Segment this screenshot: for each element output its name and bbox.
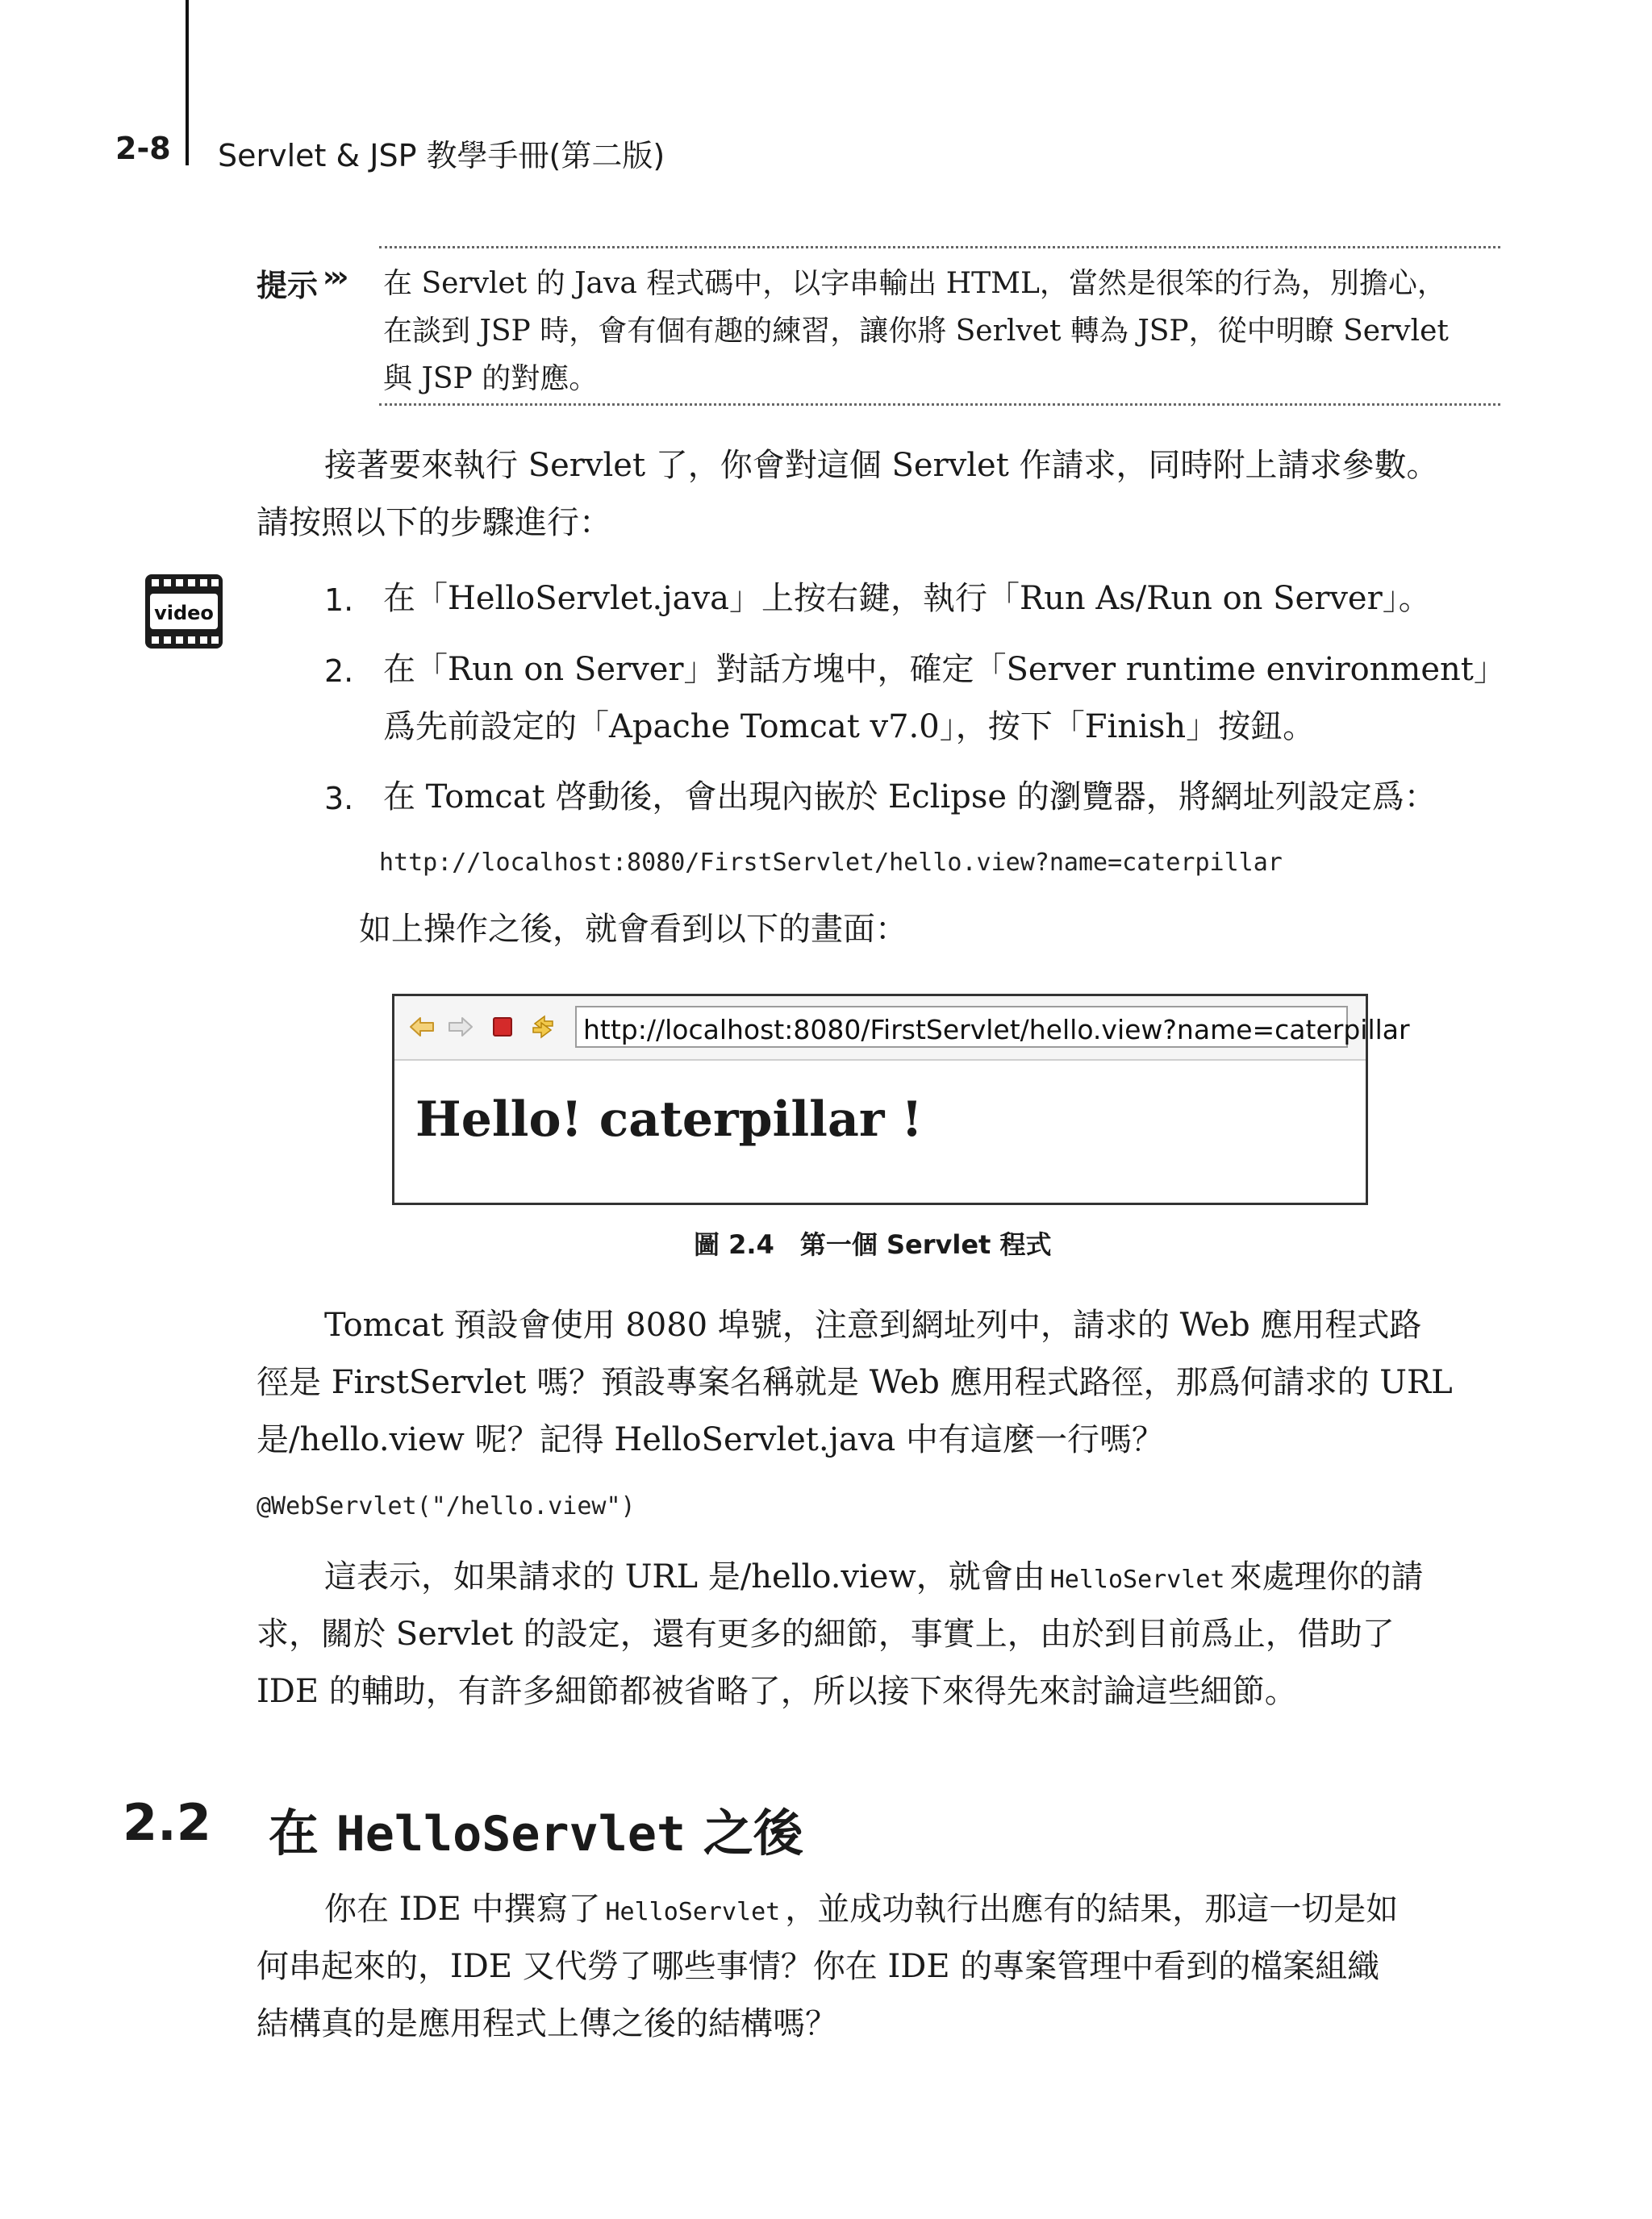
body-line: 求，關於 Servlet 的設定，還有更多的細節，事實上，由於到目前爲止，借助了 [257, 1616, 1395, 1653]
tip-line: 與 JSP 的對應。 [383, 362, 599, 395]
body-line: IDE 的輔助，有許多細節都被省略了，所以接下來得先來討論這些細節。 [257, 1673, 1297, 1710]
body-line [324, 1558, 1424, 1595]
forward-arrow-icon[interactable] [446, 1012, 475, 1041]
body-line: Tomcat 預設會使用 8080 埠號，注意到網址列中，請求的 Web 應用程式路 [324, 1307, 1422, 1344]
intro-line: 接著要來執行 Servlet 了，你會對這個 Servlet 作請求，同時附上請求參數。 [324, 447, 1439, 484]
browser-screenshot [392, 994, 1410, 1205]
page-number: 2-8 [115, 131, 171, 166]
url-code: http://localhost:8080/FirstServlet/hello.view?name=caterpillar [379, 849, 1283, 877]
header-rule [186, 0, 189, 165]
section-title: 在 HelloServlet 之後 [269, 1804, 803, 1862]
video-icon-label: video [154, 602, 214, 624]
after-steps-text: 如上操作之後，就會看到以下的畫面： [359, 911, 907, 948]
step-text: 在 Tomcat 啓動後，會出現內嵌於 Eclipse 的瀏覽器，將網址列設定爲： [383, 778, 1437, 815]
address-bar-url: http://localhost:8080/FirstServlet/hello.view?name=caterpillar [583, 1014, 1410, 1045]
step-text: 在「HelloServlet.java」上按右鍵，執行「Run As/Run on Server」。 [383, 580, 1431, 617]
body-line: 何串起來的，IDE 又代勞了哪些事情？你在 IDE 的專案管理中看到的檔案組織 [257, 1948, 1380, 1985]
back-arrow-icon[interactable] [407, 1012, 436, 1041]
section-title-code: HelloServlet [336, 1806, 686, 1862]
address-bar[interactable] [575, 1006, 1410, 1048]
hello-heading: Hello! caterpillar ! [415, 1091, 923, 1148]
inline-code: HelloServlet [605, 1898, 781, 1926]
section-number: 2.2 [123, 1793, 211, 1852]
tip-line: 在談到 JSP 時，會有個有趣的練習，讓你將 Serlvet 轉為 JSP，從中明瞭 Servlet [383, 315, 1449, 348]
body-line: 結構真的是應用程式上傳之後的結構嗎？ [257, 2005, 837, 2042]
inline-code: HelloServlet [1049, 1566, 1225, 1594]
tip-line: 在 Servlet 的 Java 程式碼中，以字串輸出 HTML，當然是很笨的行為，別擔心， [383, 267, 1446, 300]
intro-line: 請按照以下的步驟進行： [257, 504, 611, 541]
body-line: 是/hello.view 呢？記得 HelloServlet.java 中有這麼一行嗎？ [257, 1421, 1164, 1458]
video-film-icon [144, 571, 224, 652]
tip-bottom-rule [379, 403, 1500, 406]
tip-label: 提示 [257, 268, 319, 303]
body-text: 這表示，如果請求的 URL 是/hello.view，就會由 [324, 1558, 1045, 1595]
step-number: 2. [324, 653, 354, 689]
figure-caption: 圖 2.4 第一個 Servlet 程式 [694, 1229, 1052, 1260]
step-text: 在「Run on Server」對話方塊中，確定「Server runtime environment」 [383, 651, 1506, 688]
body-text: ，並成功執行出應有的結果，那這一切是如 [785, 1891, 1399, 1928]
body-line [324, 1891, 1399, 1928]
body-text: 來處理你的請 [1229, 1558, 1424, 1595]
browser-toolbar [394, 996, 1410, 1061]
tip-top-rule [379, 246, 1500, 248]
annotation-code: @WebServlet("/hello.view") [257, 1492, 636, 1520]
refresh-icon[interactable] [528, 1012, 557, 1041]
step-text: 爲先前設定的「Apache Tomcat v7.0」，按下「Finish」按鈕。 [383, 708, 1316, 745]
tip-arrows-icon: ››› [323, 261, 344, 294]
step-number: 3. [324, 781, 354, 816]
body-text: 你在 IDE 中撰寫了 [324, 1891, 601, 1928]
running-title: Servlet & JSP 教學手冊(第二版) [218, 138, 665, 173]
stop-icon[interactable] [488, 1012, 517, 1041]
step-number: 1. [324, 582, 354, 618]
body-line: 徑是 FirstServlet 嗎？預設專案名稱就是 Web 應用程式路徑，那爲何請求的 URL [257, 1364, 1453, 1401]
